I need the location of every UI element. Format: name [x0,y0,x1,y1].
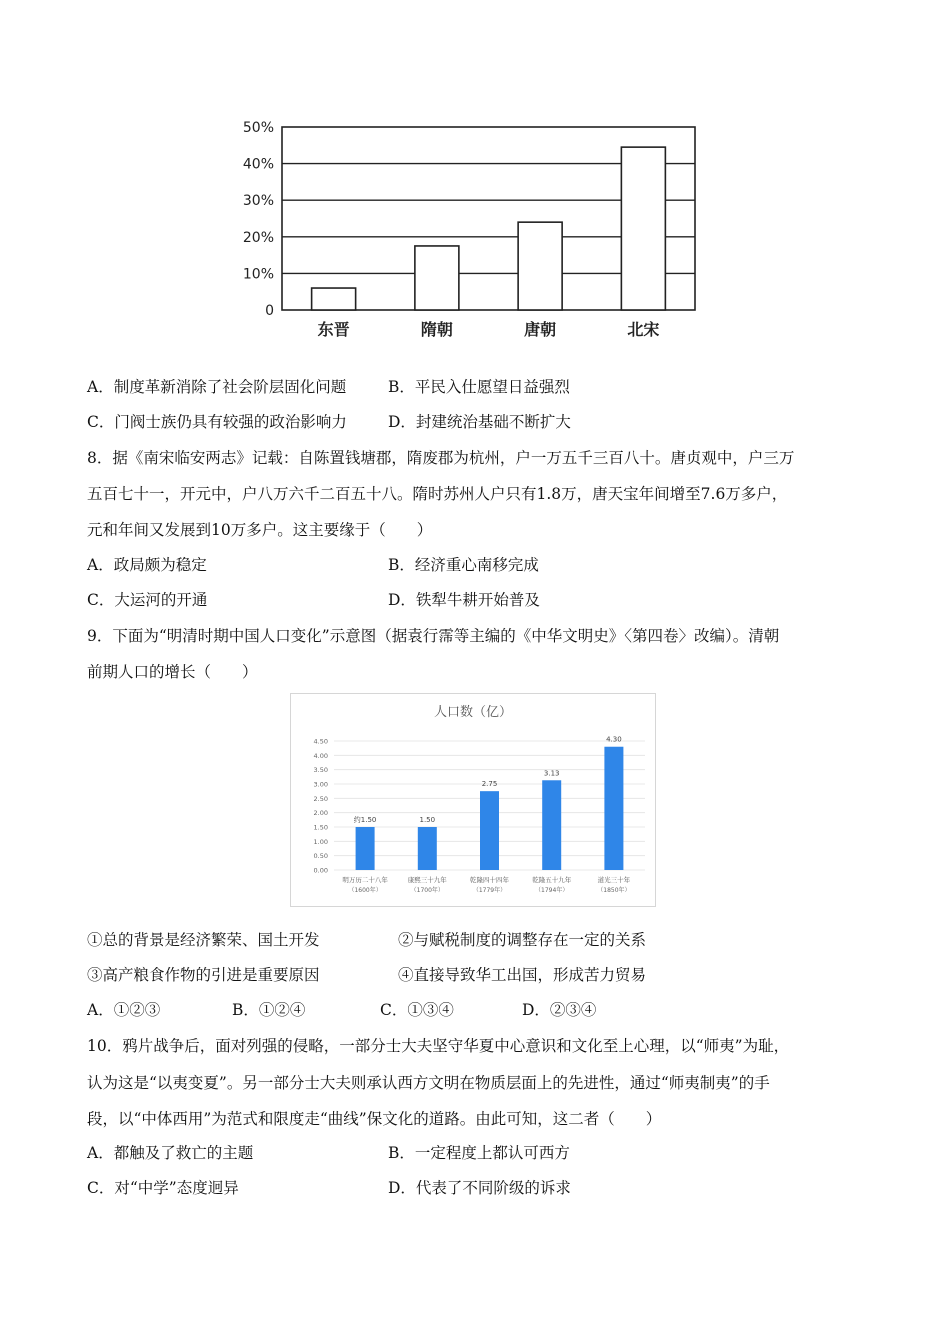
x-tick-label: 道光三十年 [597,876,631,884]
chart-title: 人口数（亿） [433,705,513,720]
q8-option-a[interactable]: A．政局颇为稳定 [87,556,207,574]
q9-option-c[interactable]: C．①③④ [380,1001,454,1019]
bar [542,780,561,870]
bar [518,222,562,310]
x-tick-sublabel: （1779年） [472,887,507,894]
y-tick-label: 2.00 [313,809,328,818]
q10-stem-line3: 段，以“中体西用”为范式和限度走“曲线”保文化的道路。由此可知，这二者（ ） [87,1110,662,1128]
y-tick-label: 3.50 [313,766,328,775]
bar [604,747,623,870]
x-tick-sublabel: （1600年） [348,887,382,894]
q9-option-b[interactable]: B．①②④ [232,1001,306,1019]
q10-option-d[interactable]: D．代表了不同阶级的诉求 [388,1179,571,1197]
x-tick-label: 康熙三十九年 [407,876,447,884]
y-tick-label: 1.00 [313,837,328,846]
x-tick-sublabel: （1794年） [535,887,569,894]
q9-statement-4: ④直接导致华工出国，形成苦力贸易 [398,966,647,984]
y-tick-label: 2.50 [313,794,328,803]
y-tick-label: 3.00 [313,780,328,789]
q10-option-b[interactable]: B．一定程度上都认可西方 [388,1144,570,1162]
x-tick-label: 隋朝 [420,320,453,339]
y-tick-label: 4.00 [313,751,328,760]
y-tick-label: 10% [242,266,274,283]
bar [415,246,459,310]
q8-stem-line2: 五百七十一，开元中，户八万六千二百五十八。隋时苏州人户只有1.8万，唐天宝年间增至7.6万多户， [87,485,788,503]
q9-stem-line1: 9．下面为“明清时期中国人口变化”示意图（据袁行霈等主编的《中华文明史》〈第四卷〉改编）。清朝 [87,627,780,645]
x-tick-label: 乾隆五十九年 [532,876,572,884]
q10-stem-line1: 10．鸦片战争后，面对列强的侵略，一部分士大夫坚守华夏中心意识和文化至上心理，以“师夷”为耻， [87,1037,790,1055]
y-tick-label: 50% [242,120,274,136]
x-tick-label: 北宋 [627,320,660,339]
data-label: 3.13 [543,769,560,778]
chart-dynasty-percentage [230,110,710,350]
bar [480,791,499,870]
data-label: 1.50 [419,816,436,824]
data-label: 4.30 [606,735,622,744]
q9-option-a[interactable]: A．①②③ [87,1001,161,1019]
data-label: 约1.50 [353,816,377,824]
q10-option-c[interactable]: C．对“中学”态度迥异 [87,1179,239,1197]
q8-option-c[interactable]: C．大运河的开通 [87,591,208,609]
y-tick-label: 0.00 [313,866,328,875]
y-tick-label: 0.50 [313,852,328,861]
q9-option-d[interactable]: D．②③④ [522,1001,597,1019]
y-tick-label: 20% [242,229,274,246]
bar [356,827,375,870]
q8-option-d[interactable]: D．铁犁牛耕开始普及 [388,591,540,609]
x-tick-label: 东晋 [317,320,350,339]
x-tick-label: 明万历二十八年 [342,876,388,884]
q7-option-c[interactable]: C．门阀士族仍具有较强的政治影响力 [87,413,347,431]
chart-border [291,694,656,907]
y-tick-label: 0 [265,303,274,319]
q9-stem-line2: 前期人口的增长（ ） [87,663,258,681]
bar [621,147,665,310]
q8-option-b[interactable]: B．经济重心南移完成 [388,556,539,574]
q9-statement-2: ②与赋税制度的调整存在一定的关系 [398,931,647,949]
q9-statement-1: ①总的背景是经济繁荣、国土开发 [87,931,320,949]
q10-stem-line2: 认为这是“以夷变夏”。另一部分士大夫则承认西方文明在物质层面上的先进性，通过“师夷制夷”的手 [87,1074,770,1092]
q8-stem-line3: 元和年间又发展到10万多户。这主要缘于（ ） [87,521,433,539]
x-tick-label: 唐朝 [524,320,557,339]
x-tick-label: 乾隆四十四年 [470,876,509,884]
y-tick-label: 1.50 [313,823,328,832]
q10-option-a[interactable]: A．都触及了救亡的主题 [87,1144,254,1162]
data-label: 2.75 [481,780,498,789]
q8-stem-line1: 8．据《南宋临安两志》记载：自陈置钱塘郡，隋废郡为杭州，户一万五千三百八十。唐贞观中，户三万 [87,449,795,467]
chart-population [290,693,656,907]
bar [312,288,356,310]
x-tick-sublabel: （1700年） [410,887,444,894]
x-tick-sublabel: （1850年） [597,887,631,894]
q9-statement-3: ③高产粮食作物的引进是重要原因 [87,966,320,984]
y-tick-label: 30% [242,193,274,210]
bar [418,827,437,870]
q7-option-d[interactable]: D．封建统治基础不断扩大 [388,413,571,431]
y-tick-label: 40% [242,156,274,173]
y-tick-label: 4.50 [313,737,328,746]
q7-option-a[interactable]: A．制度革新消除了社会阶层固化问题 [87,378,347,396]
q7-option-b[interactable]: B．平民入仕愿望日益强烈 [388,378,570,396]
